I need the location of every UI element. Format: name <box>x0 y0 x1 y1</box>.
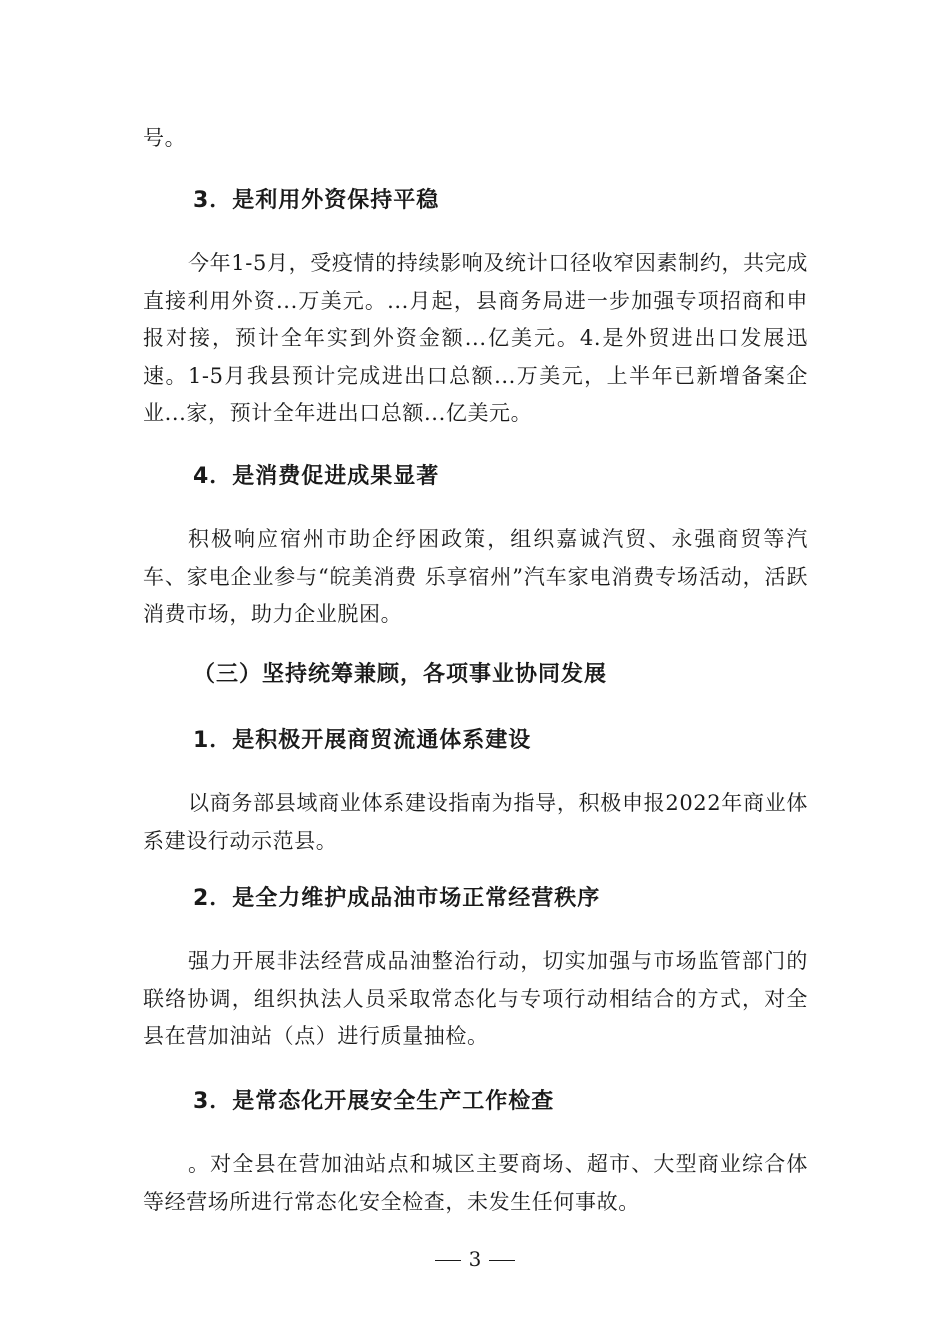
paragraph-foreign-investment: 今年1-5月，受疫情的持续影响及统计口径收窄因素制约，共完成直接利用外资...万美元。...月起，县商务局进一步加强专项招商和申报对接，预计全年实到外资金额...亿美元。4.是外贸进出口发展迅速。1-5月我县预计完成进出口总额...万美元，上半年已新增备案企业...家，预计全年进出口总额...亿美元。 <box>143 251 808 425</box>
heading-safety-inspection: 3．是常态化开展安全生产工作检查 <box>193 1089 555 1114</box>
paragraph-commerce-system: 以商务部县域商业体系建设指南为指导，积极申报2022年商业体系建设行动示范县。 <box>143 791 808 853</box>
heading-oil-market: 2．是全力维护成品油市场正常经营秩序 <box>193 886 601 911</box>
heading-consumption: 4．是消费促进成果显著 <box>193 464 440 489</box>
continuation-text: 号。 <box>143 126 187 150</box>
footer-dash-left <box>435 1260 461 1261</box>
heading-commerce-system: 1．是积极开展商贸流通体系建设 <box>193 728 532 753</box>
page-number: 3 <box>468 1247 482 1271</box>
paragraph-safety-inspection: 。对全县在营加油站点和城区主要商场、超市、大型商业综合体等经营场所进行常态化安全检查，未发生任何事故。 <box>143 1152 808 1214</box>
section-title: （三）坚持统筹兼顾，各项事业协同发展 <box>193 662 608 687</box>
paragraph-consumption: 积极响应宿州市助企纾困政策，组织嘉诚汽贸、永强商贸等汽车、家电企业参与“皖美消费 乐享宿州”汽车家电消费专场活动，活跃消费市场，助力企业脱困。 <box>143 527 808 626</box>
footer-dash-right <box>489 1260 515 1261</box>
heading-foreign-investment: 3．是利用外资保持平稳 <box>193 188 440 213</box>
page-footer <box>0 1245 950 1273</box>
paragraph-oil-market: 强力开展非法经营成品油整治行动，切实加强与市场监管部门的联络协调，组织执法人员采取常态化与专项行动相结合的方式，对全县在营加油站（点）进行质量抽检。 <box>143 949 808 1048</box>
